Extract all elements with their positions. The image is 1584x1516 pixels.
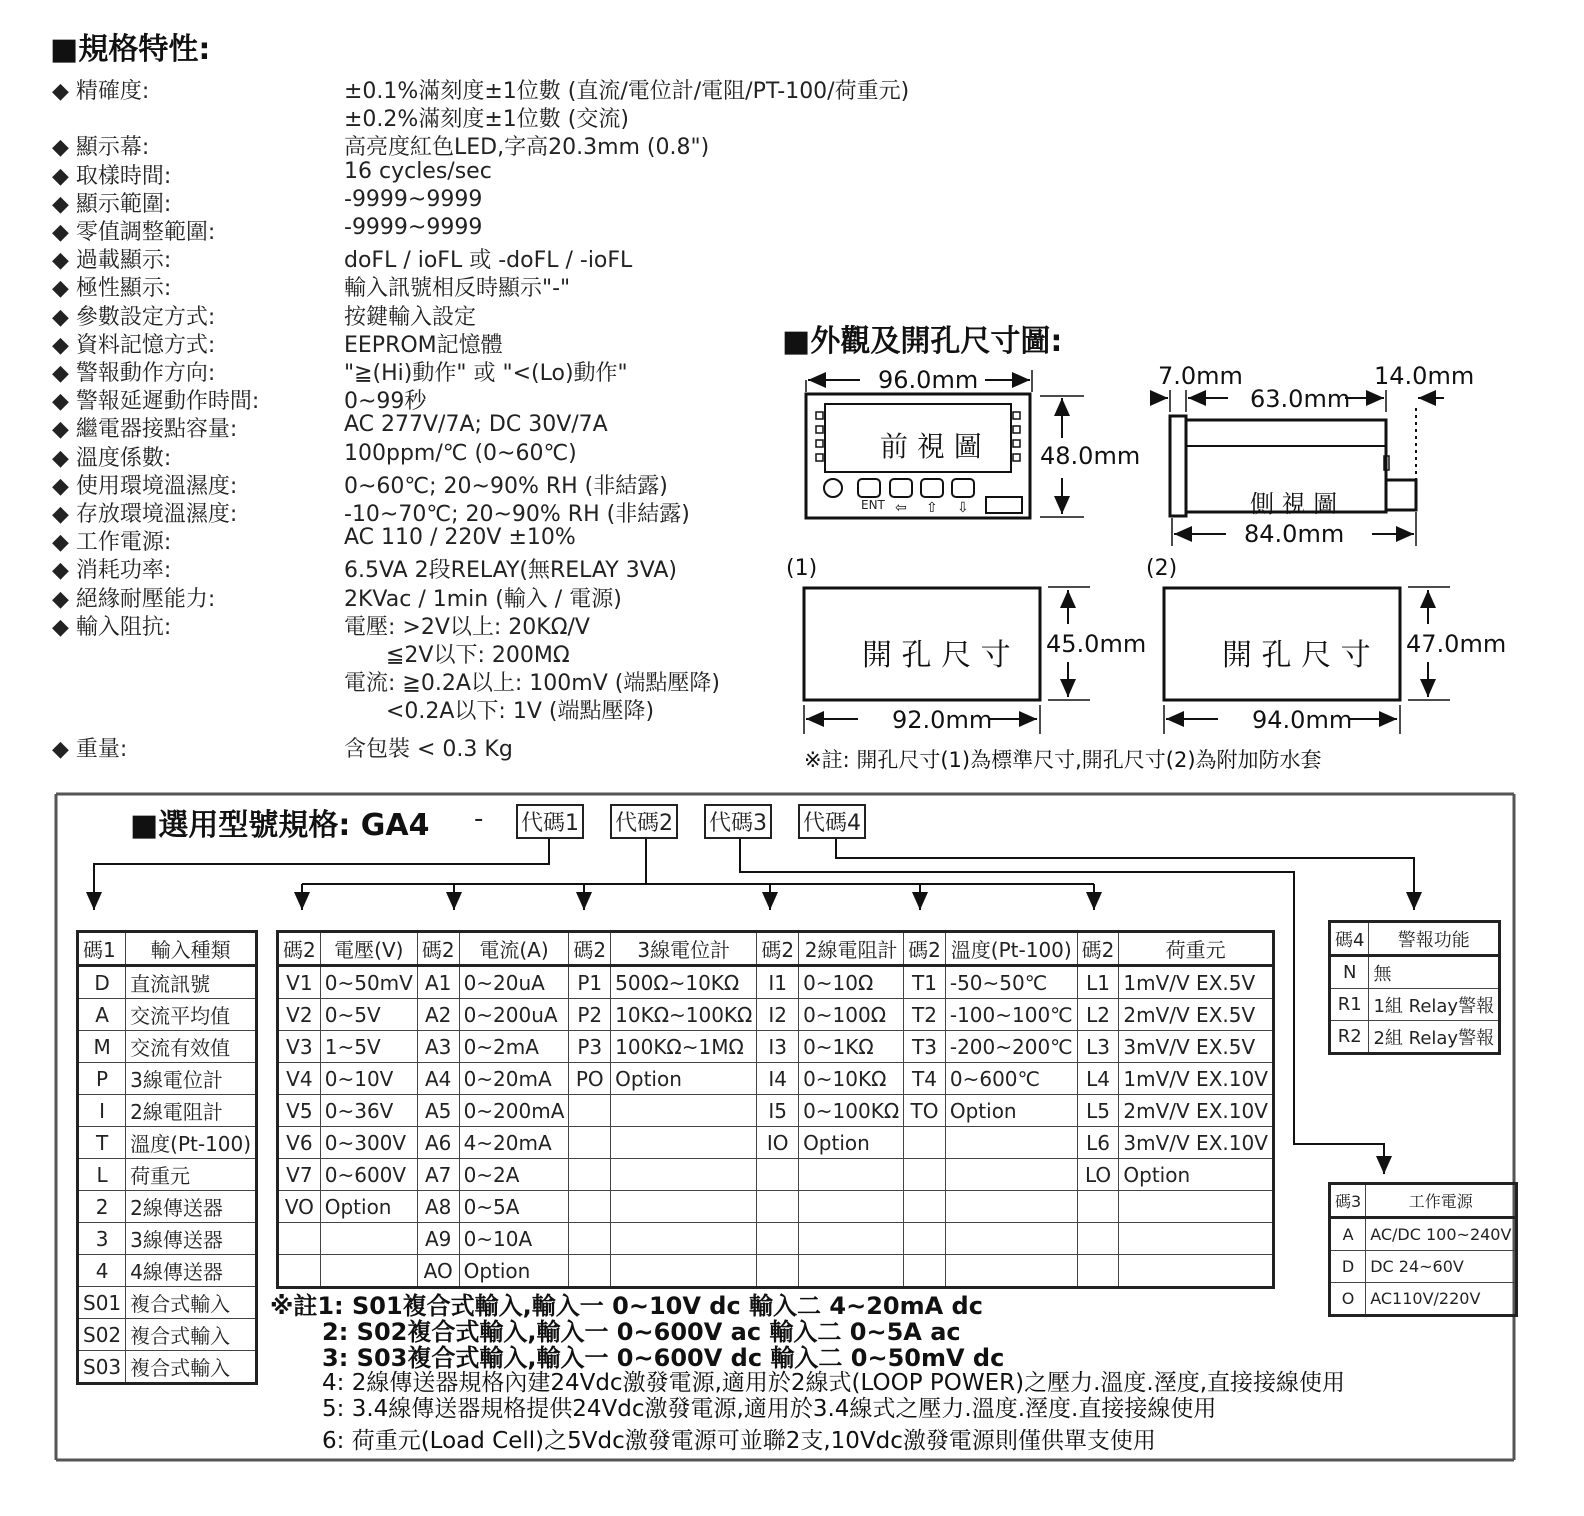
note-4: 4: 2線傳送器規格內建24Vdc激發電源,適用於2線式(LOOP POWER)之壓力.溫度.溼度,直接接線使用 xyxy=(322,1370,1346,1396)
table-cell: 直流訊號 xyxy=(126,966,257,999)
table-cell: A xyxy=(78,999,126,1031)
cutout-1-label: 開 孔 尺 寸 xyxy=(862,638,1011,673)
note-6: 6: 荷重元(Load Cell)之5Vdc激發電源可並聯2支,10Vdc激發電源則僅供單支使用 xyxy=(322,1428,1156,1454)
table-cell xyxy=(569,1223,611,1255)
table-cell: L1 xyxy=(1077,966,1119,999)
table-cell xyxy=(1119,1255,1274,1288)
table-cell: 4 xyxy=(78,1255,126,1287)
table-cell: 2線電阻計 xyxy=(126,1095,257,1127)
spec-label: ◆ 警報延遲動作時間: xyxy=(52,389,260,415)
table-cell: 0~50mV xyxy=(320,966,417,999)
table-cell: 0~200uA xyxy=(459,999,569,1031)
table-cell: S01 xyxy=(78,1287,126,1319)
table-cell xyxy=(569,1095,611,1127)
table-cell xyxy=(278,1223,321,1255)
table-cell: V1 xyxy=(278,966,321,999)
table-row xyxy=(278,966,1274,999)
table-header-cell: 碼1 xyxy=(78,932,126,966)
table-cell: 0~10V xyxy=(320,1063,417,1095)
table-cell: I2 xyxy=(757,999,799,1031)
table-cell xyxy=(945,1127,1077,1159)
table-cell: 複合式輸入 xyxy=(126,1351,257,1384)
table-header-row xyxy=(78,932,257,966)
table-cell: 1組 Relay警報 xyxy=(1369,989,1500,1021)
table-cell xyxy=(945,1191,1077,1223)
table-row xyxy=(278,1127,1274,1159)
dim-7: 7.0mm xyxy=(1158,362,1243,390)
table-cell: Option xyxy=(799,1127,904,1159)
table-cell: IO xyxy=(757,1127,799,1159)
table-header-cell: 碼2 xyxy=(569,932,611,966)
table-cell xyxy=(611,1255,757,1288)
table-cell: 0~100Ω xyxy=(799,999,904,1031)
table-cell: N xyxy=(1330,956,1369,989)
spec-value: ±0.1%滿刻度±1位數 (直流/電位計/電阻/PT-100/荷重元) xyxy=(344,79,910,104)
table-row xyxy=(78,1351,257,1384)
dim-94: 94.0mm xyxy=(1252,706,1353,734)
spec-value: 100ppm/℃ (0~60℃) xyxy=(344,440,577,466)
table-cell: A xyxy=(1330,1218,1366,1251)
table-cell: L2 xyxy=(1077,999,1119,1031)
table-cell xyxy=(757,1159,799,1191)
table-cell: L3 xyxy=(1077,1031,1119,1063)
table-cell: V5 xyxy=(278,1095,321,1127)
dim-47: 47.0mm xyxy=(1406,630,1507,658)
table-row xyxy=(1330,1218,1517,1251)
table-row xyxy=(78,1223,257,1255)
table-header-row xyxy=(1330,1184,1517,1218)
code4-table xyxy=(1328,920,1501,1055)
table-cell: S03 xyxy=(78,1351,126,1384)
table-row xyxy=(278,1063,1274,1095)
table-cell: L6 xyxy=(1077,1127,1119,1159)
cutout-2-label: 開 孔 尺 寸 xyxy=(1222,638,1371,673)
table-row xyxy=(78,1063,257,1095)
table-row xyxy=(278,1223,1274,1255)
spec-value: 含包裝 < 0.3 Kg xyxy=(344,737,513,762)
spec-value: doFL / ioFL 或 -doFL / -ioFL xyxy=(344,248,633,274)
table-cell xyxy=(569,1127,611,1159)
table-cell xyxy=(799,1159,904,1191)
svg-text:⇦: ⇦ xyxy=(895,500,907,516)
table-cell: L xyxy=(78,1159,126,1191)
table-header-cell: 碼2 xyxy=(757,932,799,966)
table-cell xyxy=(799,1223,904,1255)
table-cell xyxy=(1077,1223,1119,1255)
code3-table xyxy=(1328,1182,1518,1317)
table-cell: R1 xyxy=(1330,989,1369,1021)
table-cell: 0~1KΩ xyxy=(799,1031,904,1063)
table-cell xyxy=(611,1191,757,1223)
dim-48: 48.0mm xyxy=(1040,442,1141,470)
table-cell: AO xyxy=(417,1255,459,1288)
spec-label: ◆ 過載顯示: xyxy=(52,248,172,274)
table-cell: 溫度(Pt-100) xyxy=(126,1127,257,1159)
table-cell: 0~10A xyxy=(459,1223,569,1255)
table-cell: 0~10KΩ xyxy=(799,1063,904,1095)
table-cell xyxy=(611,1127,757,1159)
table-row xyxy=(78,1191,257,1223)
table-cell xyxy=(320,1255,417,1288)
table-cell: I5 xyxy=(757,1095,799,1127)
table-row xyxy=(1330,1283,1517,1316)
table-cell: T3 xyxy=(904,1031,946,1063)
front-knob xyxy=(824,479,842,497)
table-cell: VO xyxy=(278,1191,321,1223)
table-row xyxy=(278,1255,1274,1288)
spec-label: ◆ 警報動作方向: xyxy=(52,361,216,386)
table-cell: V4 xyxy=(278,1063,321,1095)
table-cell: 1mV/V EX.10V xyxy=(1119,1063,1274,1095)
code-2-box: 代碼2 xyxy=(610,804,678,839)
table-row xyxy=(78,1319,257,1351)
table-cell: 1~5V xyxy=(320,1031,417,1063)
table-cell: LO xyxy=(1077,1159,1119,1191)
table-cell xyxy=(904,1191,946,1223)
table-cell: L4 xyxy=(1077,1063,1119,1095)
table-cell: T1 xyxy=(904,966,946,999)
dim-96: 96.0mm xyxy=(878,366,979,394)
spec-label: ◆ 存放環境溫濕度: xyxy=(52,502,238,527)
table-cell: 0~20mA xyxy=(459,1063,569,1095)
table-cell: V3 xyxy=(278,1031,321,1063)
side-view-label: 側 視 圖 xyxy=(1250,490,1338,518)
spec-value: AC 110 / 220V ±10% xyxy=(344,525,576,551)
spec-value: 16 cycles/sec xyxy=(344,158,492,184)
table-header-cell: 碼2 xyxy=(904,932,946,966)
table-row xyxy=(278,1191,1274,1223)
table-cell: 1mV/V EX.5V xyxy=(1119,966,1274,999)
table-cell xyxy=(945,1255,1077,1288)
table-cell: 0~200mA xyxy=(459,1095,569,1127)
table-cell: 2線傳送器 xyxy=(126,1191,257,1223)
table-cell: 0~600V xyxy=(320,1159,417,1191)
spec-label: ◆ 顯示幕: xyxy=(52,135,150,161)
table-cell: A2 xyxy=(417,999,459,1031)
table-cell xyxy=(945,1159,1077,1191)
dimensions-title: ■外觀及開孔尺寸圖: xyxy=(782,324,1063,359)
front-view-label: 前 視 圖 xyxy=(880,430,982,463)
note-1: ※註1: S01複合式輸入,輸入一 0~10V dc 輸入二 4~20mA dc xyxy=(270,1292,983,1320)
spec-value: -10~70℃; 20~90% RH (非結露) xyxy=(344,502,690,527)
table-header-cell: 輸入種類 xyxy=(126,932,257,966)
model-dash: - xyxy=(474,804,484,834)
table-cell xyxy=(904,1255,946,1288)
table-row xyxy=(78,1095,257,1127)
table-row xyxy=(1330,989,1500,1021)
spec-value: 0~99秒 xyxy=(344,389,427,415)
table-cell: 0~600℃ xyxy=(945,1063,1077,1095)
table-cell: AC110V/220V xyxy=(1366,1283,1517,1316)
table-row xyxy=(78,966,257,999)
table-row xyxy=(78,1287,257,1319)
table-row xyxy=(278,1159,1274,1191)
table-cell: T2 xyxy=(904,999,946,1031)
table-cell: I xyxy=(78,1095,126,1127)
side-bezel xyxy=(1170,416,1186,516)
table-cell: D xyxy=(1330,1251,1366,1283)
spec-label: ◆ 消耗功率: xyxy=(52,558,172,584)
table-cell: 0~5V xyxy=(320,999,417,1031)
spec-value: 電流: ≧0.2A以上: 100mV (端點壓降) xyxy=(344,671,720,697)
table-cell xyxy=(569,1159,611,1191)
table-cell xyxy=(611,1159,757,1191)
table-cell: 3線傳送器 xyxy=(126,1223,257,1255)
table-row xyxy=(278,1095,1274,1127)
table-cell: AC/DC 100~240V xyxy=(1366,1218,1517,1251)
code-4-box: 代碼4 xyxy=(798,804,866,839)
spec-label: ◆ 絕緣耐壓能力: xyxy=(52,586,216,612)
table-cell xyxy=(1119,1223,1274,1255)
table-cell: 無 xyxy=(1369,956,1500,989)
table-row xyxy=(1330,1251,1517,1283)
front-right-leds xyxy=(1013,412,1020,461)
table-cell: A8 xyxy=(417,1191,459,1223)
spec-label: ◆ 重量: xyxy=(52,737,128,762)
spec-value: "≧(Hi)動作" 或 "<(Lo)動作" xyxy=(344,361,628,386)
table-row xyxy=(78,1255,257,1287)
table-cell: 交流平均值 xyxy=(126,999,257,1031)
spec-label: ◆ 取樣時間: xyxy=(52,163,172,189)
table-header-cell: 電壓(V) xyxy=(320,932,417,966)
table-cell: P2 xyxy=(569,999,611,1031)
table-cell: -200~200℃ xyxy=(945,1031,1077,1063)
table-cell: 3線電位計 xyxy=(126,1063,257,1095)
spec-label: ◆ 零值調整範圍: xyxy=(52,220,216,245)
table-cell: A4 xyxy=(417,1063,459,1095)
table-cell: 0~5A xyxy=(459,1191,569,1223)
spec-value: ±0.2%滿刻度±1位數 (交流) xyxy=(344,107,629,133)
table-cell xyxy=(945,1223,1077,1255)
table-header-row xyxy=(1330,922,1500,956)
table-row xyxy=(278,1031,1274,1063)
table-cell: -100~100℃ xyxy=(945,999,1077,1031)
table-cell: 4~20mA xyxy=(459,1127,569,1159)
spec-label: ◆ 顯示範圍: xyxy=(52,191,172,217)
table-cell: 3mV/V EX.5V xyxy=(1119,1031,1274,1063)
table-cell: V6 xyxy=(278,1127,321,1159)
table-header-cell: 碼2 xyxy=(1077,932,1119,966)
spec-label: ◆ 極性顯示: xyxy=(52,276,172,302)
table-row xyxy=(78,1159,257,1191)
spec-value: -9999~9999 xyxy=(344,186,483,212)
spec-value: -9999~9999 xyxy=(344,215,483,240)
spec-value: AC 277V/7A; DC 30V/7A xyxy=(344,412,608,438)
table-cell xyxy=(569,1255,611,1288)
table-header-cell: 3線電位計 xyxy=(611,932,757,966)
dim-45: 45.0mm xyxy=(1046,630,1147,658)
code-3-box: 代碼3 xyxy=(704,804,772,839)
spec-value: 按鍵輸入設定 xyxy=(344,304,477,330)
table-row xyxy=(278,999,1274,1031)
cutout-2-tag: (2) xyxy=(1146,556,1178,581)
front-left-leds xyxy=(816,412,823,461)
spec-label: ◆ 資料記憶方式: xyxy=(52,332,216,358)
table-cell xyxy=(799,1191,904,1223)
table-header-cell: 荷重元 xyxy=(1119,932,1274,966)
table-cell: T4 xyxy=(904,1063,946,1095)
specs-title: ■規格特性: xyxy=(50,32,211,67)
spec-label: ◆ 溫度係數: xyxy=(52,445,172,471)
table-cell: 2mV/V EX.5V xyxy=(1119,999,1274,1031)
table-cell: I4 xyxy=(757,1063,799,1095)
spec-label: ◆ 繼電器接點容量: xyxy=(52,417,238,443)
table-cell: P xyxy=(78,1063,126,1095)
svg-text:⇩: ⇩ xyxy=(957,500,969,516)
table-cell xyxy=(611,1095,757,1127)
table-cell: A5 xyxy=(417,1095,459,1127)
table-cell: A9 xyxy=(417,1223,459,1255)
table-cell xyxy=(569,1191,611,1223)
table-header-cell: 溫度(Pt-100) xyxy=(945,932,1077,966)
model-title: ■選用型號規格: GA4 xyxy=(130,808,430,843)
table-cell xyxy=(757,1191,799,1223)
table-cell: 0~36V xyxy=(320,1095,417,1127)
dim-84: 84.0mm xyxy=(1244,520,1345,548)
table-cell: 複合式輸入 xyxy=(126,1287,257,1319)
spec-value: 6.5VA 2段RELAY(無RELAY 3VA) xyxy=(344,558,677,584)
spec-value: 輸入訊號相反時顯示"-" xyxy=(344,276,571,302)
side-terminal xyxy=(1386,480,1416,510)
dim-92: 92.0mm xyxy=(892,706,993,734)
spec-value: EEPROM記憶體 xyxy=(344,332,503,358)
spec-value: 0~60℃; 20~90% RH (非結露) xyxy=(344,473,668,499)
table-cell xyxy=(904,1159,946,1191)
table-cell: A6 xyxy=(417,1127,459,1159)
spec-label: ◆ 使用環境溫濕度: xyxy=(52,473,238,499)
table-cell: M xyxy=(78,1031,126,1063)
table-cell: 3mV/V EX.10V xyxy=(1119,1127,1274,1159)
table-header-cell: 警報功能 xyxy=(1369,922,1500,956)
dim-63: 63.0mm xyxy=(1250,385,1351,413)
spec-value: ≦2V以下: 200MΩ xyxy=(344,643,570,668)
table-cell: 0~100KΩ xyxy=(799,1095,904,1127)
table-cell: O xyxy=(1330,1283,1366,1316)
table-cell: Option xyxy=(1119,1159,1274,1191)
table-row xyxy=(78,1127,257,1159)
table-cell: 10KΩ~100KΩ xyxy=(611,999,757,1031)
table-header-cell: 碼2 xyxy=(278,932,321,966)
spec-label: ◆ 工作電源: xyxy=(52,530,172,556)
table-cell xyxy=(904,1127,946,1159)
table-cell xyxy=(1077,1191,1119,1223)
table-cell xyxy=(757,1255,799,1288)
table-cell: 複合式輸入 xyxy=(126,1319,257,1351)
table-row xyxy=(1330,956,1500,989)
table-row xyxy=(1330,1021,1500,1054)
table-cell: A7 xyxy=(417,1159,459,1191)
table-cell: P3 xyxy=(569,1031,611,1063)
table-cell: 2mV/V EX.10V xyxy=(1119,1095,1274,1127)
table-cell xyxy=(904,1223,946,1255)
table-row xyxy=(78,999,257,1031)
spec-label: ◆ 輸入阻抗: xyxy=(52,614,172,640)
table-row xyxy=(78,1031,257,1063)
table-cell xyxy=(1119,1191,1274,1223)
table-cell: T xyxy=(78,1127,126,1159)
code1-table xyxy=(76,930,258,1385)
table-cell: PO xyxy=(569,1063,611,1095)
table-cell: Option xyxy=(320,1191,417,1223)
code-1-box: 代碼1 xyxy=(516,804,584,839)
table-cell: I1 xyxy=(757,966,799,999)
cutout-1-tag: (1) xyxy=(786,556,818,581)
table-cell: Option xyxy=(611,1063,757,1095)
svg-text:⇧: ⇧ xyxy=(926,500,938,516)
note-3: 3: S03複合式輸入,輸入一 0~600V dc 輸入二 0~50mV dc xyxy=(322,1344,1005,1372)
table-header-cell: 碼3 xyxy=(1330,1184,1366,1218)
table-cell: Option xyxy=(945,1095,1077,1127)
table-cell: 交流有效值 xyxy=(126,1031,257,1063)
table-cell: 4線傳送器 xyxy=(126,1255,257,1287)
table-header-cell: 電流(A) xyxy=(459,932,569,966)
code2-table xyxy=(276,930,1275,1289)
table-cell xyxy=(799,1255,904,1288)
spec-value: 電壓: >2V以上: 20KΩ/V xyxy=(344,614,590,640)
table-cell xyxy=(1077,1255,1119,1288)
table-cell: L5 xyxy=(1077,1095,1119,1127)
front-key-arrows xyxy=(895,500,969,516)
table-header-cell: 工作電源 xyxy=(1366,1184,1517,1218)
note-2: 2: S02複合式輸入,輸入一 0~600V ac 輸入二 0~5A ac xyxy=(322,1318,961,1346)
table-cell: 0~2mA xyxy=(459,1031,569,1063)
spec-label: ◆ 精確度: xyxy=(52,79,150,104)
table-cell: I3 xyxy=(757,1031,799,1063)
table-cell: 荷重元 xyxy=(126,1159,257,1191)
table-cell: V2 xyxy=(278,999,321,1031)
cutout-note: ※註: 開孔尺寸(1)為標準尺寸,開孔尺寸(2)為附加防水套 xyxy=(804,748,1322,772)
table-cell: 100KΩ~1MΩ xyxy=(611,1031,757,1063)
table-cell: 500Ω~10KΩ xyxy=(611,966,757,999)
table-cell xyxy=(611,1223,757,1255)
note-5: 5: 3.4線傳送器規格提供24Vdc激發電源,適用於3.4線式之壓力.溫度.溼度.直接接線使用 xyxy=(322,1396,1217,1422)
table-cell: 2組 Relay警報 xyxy=(1369,1021,1500,1054)
table-cell: TO xyxy=(904,1095,946,1127)
spec-value: <0.2A以下: 1V (端點壓降) xyxy=(344,699,655,725)
table-cell: 0~2A xyxy=(459,1159,569,1191)
table-cell: 2 xyxy=(78,1191,126,1223)
spec-label: ◆ 參數設定方式: xyxy=(52,304,216,330)
spec-value: 2KVac / 1min (輸入 / 電源) xyxy=(344,586,622,612)
ent-key-label: ENT xyxy=(861,498,885,512)
table-cell: S02 xyxy=(78,1319,126,1351)
spec-value: 高亮度紅色LED,字高20.3mm (0.8") xyxy=(344,135,710,161)
table-cell: V7 xyxy=(278,1159,321,1191)
table-header-cell: 碼4 xyxy=(1330,922,1369,956)
table-header-cell: 碼2 xyxy=(417,932,459,966)
table-cell: A3 xyxy=(417,1031,459,1063)
table-cell: -50~50℃ xyxy=(945,966,1077,999)
table-header-row xyxy=(278,932,1274,966)
table-cell: A1 xyxy=(417,966,459,999)
table-cell: D xyxy=(78,966,126,999)
table-cell xyxy=(278,1255,321,1288)
table-cell: 0~20uA xyxy=(459,966,569,999)
table-cell: 0~300V xyxy=(320,1127,417,1159)
table-header-cell: 2線電阻計 xyxy=(799,932,904,966)
table-cell: Option xyxy=(459,1255,569,1288)
table-cell xyxy=(320,1223,417,1255)
table-cell: 3 xyxy=(78,1223,126,1255)
table-cell: DC 24~60V xyxy=(1366,1251,1517,1283)
dim-14: 14.0mm xyxy=(1374,362,1475,390)
table-cell xyxy=(757,1223,799,1255)
table-cell: 0~10Ω xyxy=(799,966,904,999)
table-cell: R2 xyxy=(1330,1021,1369,1054)
table-cell: P1 xyxy=(569,966,611,999)
